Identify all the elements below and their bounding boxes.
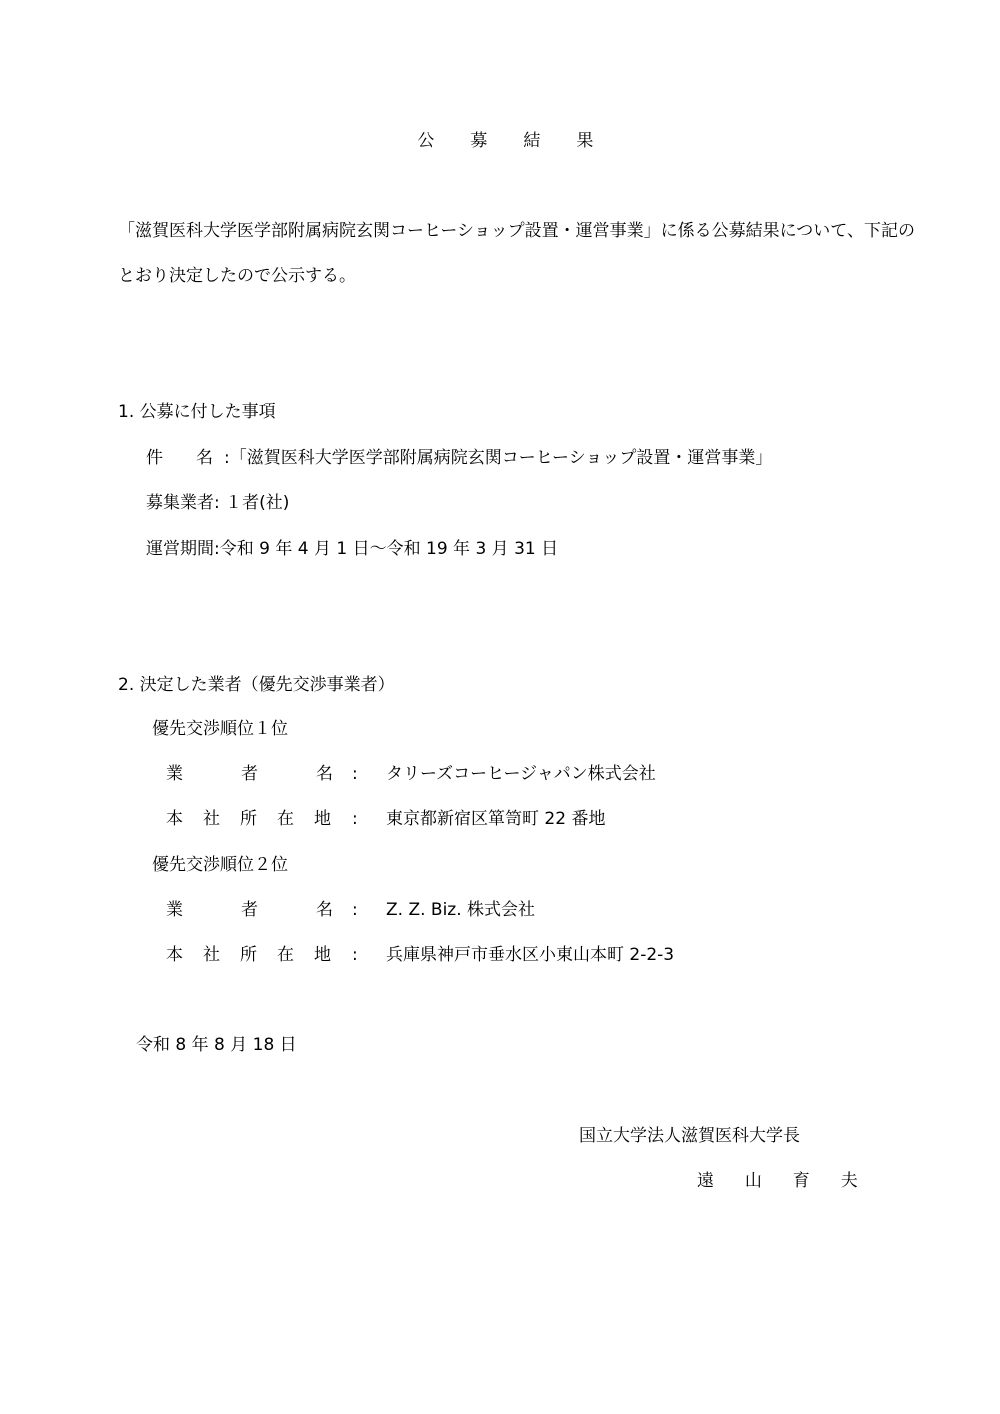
rank-2-address-value: 兵庫県神戸市垂水区小東山本町 2-2-3 xyxy=(386,945,675,965)
rank-1-address-value: 東京都新宿区箪笥町 22 番地 xyxy=(386,809,606,829)
rank-1-address xyxy=(166,809,605,829)
rank-1-company xyxy=(166,764,656,784)
item-operation-period-value: 令和 9 年 4 月 1 日～令和 19 年 3 月 31 日 xyxy=(219,539,559,559)
colon: : xyxy=(352,764,358,784)
issue-date: 令和 8 年 8 月 18 日 xyxy=(136,1035,297,1055)
section-1-heading: 1. 公募に付した事項 xyxy=(118,402,276,422)
rank-1-company-value: タリーズコーヒージャパン株式会社 xyxy=(386,764,656,784)
colon: : xyxy=(352,945,358,965)
document-title: 公 募 結 果 xyxy=(417,131,609,151)
company-label: 業 者 名 xyxy=(166,764,333,784)
item-operation-period xyxy=(146,539,558,559)
item-project-name xyxy=(146,448,772,468)
signer-name: 遠 山 育 夫 xyxy=(697,1171,871,1191)
item-recruit-count-value: １者(社) xyxy=(225,493,290,513)
separator: : xyxy=(214,493,220,513)
item-project-name-label: 件 名 xyxy=(146,448,213,468)
separator: : xyxy=(214,539,220,559)
rank-1-label: 優先交渉順位１位 xyxy=(152,719,288,739)
colon: : xyxy=(352,900,358,920)
rank-2-label: 優先交渉順位２位 xyxy=(152,855,288,875)
rank-2-company-value: Z. Z. Biz. 株式会社 xyxy=(386,900,536,920)
separator: : xyxy=(224,448,230,468)
item-operation-period-label: 運営期間 xyxy=(146,539,214,559)
section-2-heading: 2. 決定した業者（優先交渉事業者） xyxy=(118,675,395,695)
company-label: 業 者 名 xyxy=(166,900,333,920)
colon: : xyxy=(352,809,358,829)
address-label: 本 社 所 在 地 xyxy=(166,809,331,829)
item-recruit-count-label: 募集業者 xyxy=(146,493,214,513)
intro-line-2: とおり決定したので公示する。 xyxy=(118,266,356,286)
item-recruit-count xyxy=(146,493,289,513)
address-label: 本 社 所 在 地 xyxy=(166,945,331,965)
signer-organization: 国立大学法人滋賀医科大学長 xyxy=(579,1126,800,1146)
intro-line-1: 「滋賀医科大学医学部附属病院玄関コーヒーショップ設置・運営事業」に係る公募結果について、下記の xyxy=(118,221,915,241)
item-project-name-value: 「滋賀医科大学医学部附属病院玄関コーヒーショップ設置・運営事業」 xyxy=(229,448,773,468)
rank-2-company xyxy=(166,900,535,920)
rank-2-address xyxy=(166,945,674,965)
